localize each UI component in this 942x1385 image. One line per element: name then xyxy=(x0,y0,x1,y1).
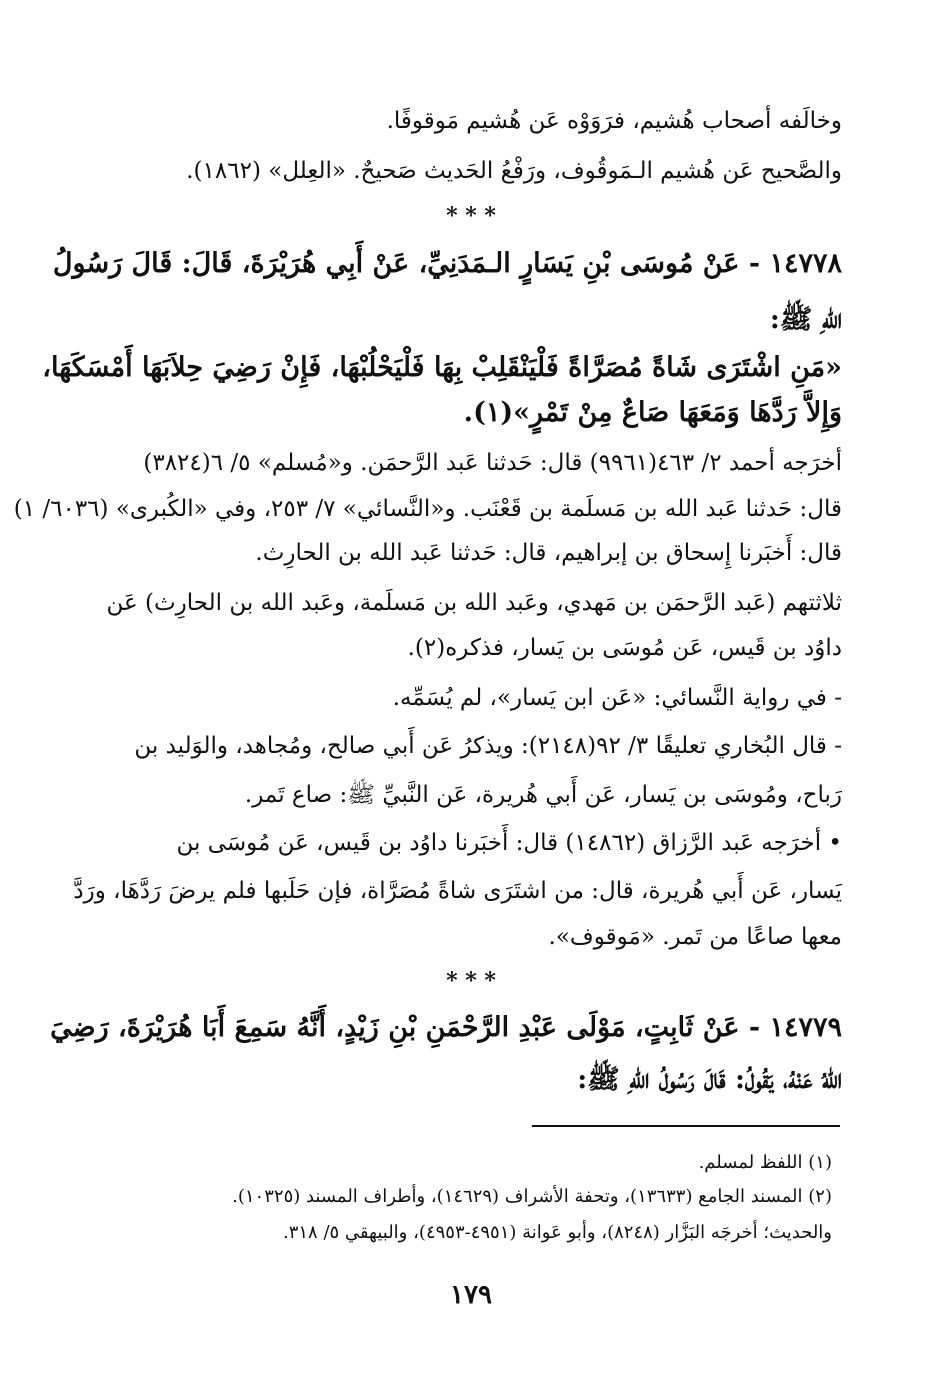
text-line: أخرَجه أحمد ٢/ ٤٦٣(٩٩٦١) قال: حَدثنا عَبد الرَّحمَن. و«مُسلم» ٥/ ٦(٣٨٢٤) xyxy=(143,450,842,476)
section-separator: * * * xyxy=(446,968,496,994)
footnote: والحديث؛ أخرجَه البَزَّار (٨٢٤٨)، وأبو عَوانة (٤٩٥١-٤٩٥٣)، والبيهقي ٥/ ٣١٨. xyxy=(282,1222,832,1243)
text-line: قال: أَخبَرنا إِسحاق بن إبراهيم، قال: حَدثنا عَبد الله بن الحارِث. xyxy=(255,540,842,566)
hadith-line: وَإِلاَّ رَدَّهَا وَمَعَهَا صَاعٌ مِنْ تَمْرٍ»(١). xyxy=(463,397,842,428)
text-line: والصَّحيح عَن هُشيم الـمَوقُوف، ورَفْعُ الحَديث صَحيحٌ. «العِلل» (١٨٦٢). xyxy=(186,158,842,184)
text-line: معها صاعًا من تَمر. «مَوقوف». xyxy=(548,924,842,950)
hadith-line: اللهُ عَنْهُ، يَقُولُ: قَالَ رَسُولُ اللهِ ﷺ: xyxy=(577,1064,842,1095)
hadith-line: «مَنِ اشْتَرَى شَاةً مُصَرَّاةً فَلْيَنْقَلِبْ بِهَا فَلْيَحْلُبْهَا، فَإِنْ رَضِيَ حِلاَبَهَا أَمْسَكَهَا، xyxy=(42,352,842,383)
hadith-line: اللهِ ﷺ: xyxy=(769,304,842,335)
text-line: وخالَفه أصحاب هُشيم، فرَوَوْه عَن هُشيم مَوقوفًا. xyxy=(386,108,842,134)
text-line: يَسار، عَن أَبي هُريرة، قال: من اشتَرَى شاةً مُصَرَّاة، فإن حَلَبها فلم يرضَ رَدَّهَا، ورَدَّ xyxy=(73,878,842,904)
text-line: ثلاثتهم (عَبد الرَّحمَن بن مَهدي، وعَبد الله بن مَسلَمة، وعَبد الله بن الحارِث) عَن xyxy=(106,590,842,616)
hadith-line: ١٤٧٧٩ - عَنْ ثَابِتٍ، مَوْلَى عَبْدِ الرَّحْمَنِ بْنِ زَيْدٍ، أَنَّهُ سَمِعَ أَبَا هُرَيْرَةَ، رَضِيَ xyxy=(50,1012,842,1043)
footnote: (٢) المسند الجامع (١٣٦٣٣)، وتحفة الأشراف (١٤٦٢٩)، وأطراف المسند (١٠٣٢٥). xyxy=(232,1186,832,1207)
page-number: ١٧٩ xyxy=(450,1280,492,1310)
text-line: • أخرَجه عَبد الرَّزاق (١٤٨٦٢) قال: أَخبَرنا داوُد بن قَيس، عَن مُوسَى بن xyxy=(176,830,842,856)
text-line: قال: حَدثنا عَبد الله بن مَسلَمة بن قَعْنَب. و«النَّسائي» ٧/ ٢٥٣، وفي «الكُبرى» (٦٠٣٦/ ١) xyxy=(13,496,842,522)
footnote: (١) اللفظ لمسلم. xyxy=(698,1152,832,1173)
text-line: - في رواية النَّسائي: «عَن ابن يَسار»، لم يُسَمِّه. xyxy=(392,685,842,711)
section-separator: * * * xyxy=(446,203,496,229)
text-line: رَباح، ومُوسَى بن يَسار، عَن أَبي هُريرة، عَن النَّبيِّ ﷺ: صاع تَمر. xyxy=(244,782,842,808)
footnote-divider xyxy=(532,1125,840,1127)
text-line: - قال البُخاري تعليقًا ٣/ ٩٢(٢١٤٨): ويذكرُ عَن أَبي صالح، ومُجاهد، والوَليد بن xyxy=(134,733,842,759)
hadith-line: ١٤٧٧٨ - عَنْ مُوسَى بْنِ يَسَارٍ الـمَدَنِيِّ، عَنْ أَبِي هُرَيْرَةَ، قَالَ: قَالَ رَسُولُ xyxy=(52,248,842,279)
text-line: داوُد بن قَيس، عَن مُوسَى بن يَسار، فذكره(٢). xyxy=(407,635,842,661)
